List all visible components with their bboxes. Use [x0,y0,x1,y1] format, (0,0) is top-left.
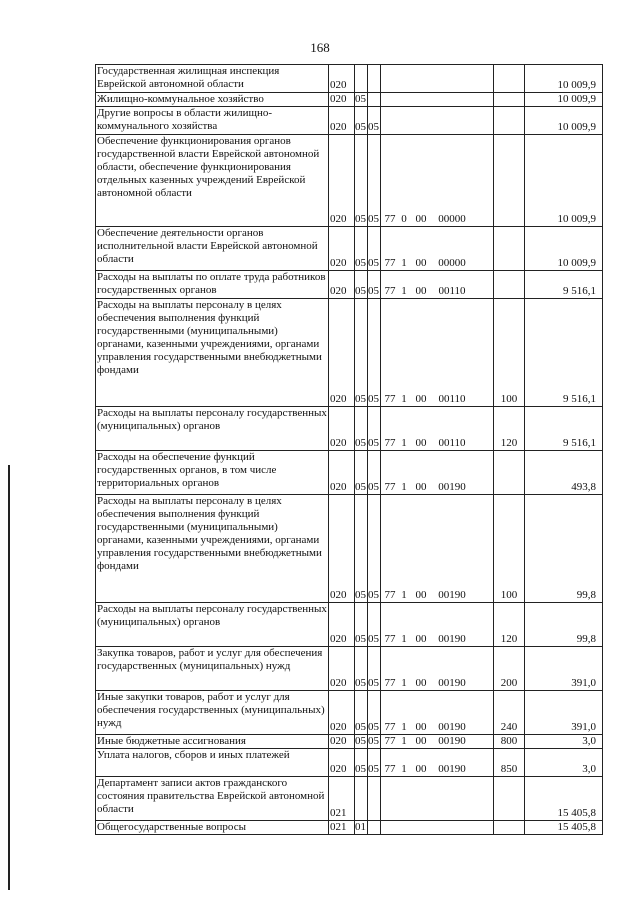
row-pr-cell [368,777,381,821]
row-ved: 020 [330,257,347,269]
row-rz-cell [355,603,368,647]
row-pr-cell [368,107,381,135]
row-csr-part: 00110 [438,393,466,405]
row-sum: 9 516,1 [563,393,596,405]
row-sum: 493,8 [571,481,596,493]
row-name-cell [96,107,329,135]
row-rz-cell [355,271,368,299]
row-ved-cell [329,821,355,835]
row-csr-part: 1 [401,633,407,645]
row-csr-part: 00 [415,763,427,775]
row-name: Обеспечение деятельности органов исполнительной власти Еврейской автономной области [97,227,318,265]
row-csr-cell [381,749,494,777]
row-pr: 05 [368,121,379,133]
row-csr-part: 00190 [438,721,466,733]
row-csr-part: 00190 [438,677,466,689]
row-pr-cell [368,647,381,691]
row-ved-cell [329,603,355,647]
row-csr-part: 1 [401,257,407,269]
table-row [96,495,603,603]
row-csr-cell [381,299,494,407]
row-vr-cell [494,821,525,835]
row-csr-part: 1 [401,393,407,405]
row-vr: 120 [500,633,518,645]
row-csr-part: 00 [415,589,427,601]
table-row [96,271,603,299]
page-number: 168 [310,40,330,55]
row-pr: 05 [368,437,379,449]
row-vr-cell [494,299,525,407]
row-csr-part: 1 [401,677,407,689]
row-csr-cell [381,691,494,735]
row-csr-cell [381,735,494,749]
row-ved: 020 [330,481,347,493]
row-name-cell [96,647,329,691]
row-pr-cell [368,691,381,735]
row-pr-cell [368,271,381,299]
row-sum: 99,8 [576,589,596,601]
row-rz: 05 [355,121,366,133]
row-csr-part: 00 [415,481,427,493]
row-ved: 020 [330,721,347,733]
budget-table-body [96,65,603,835]
row-name: Расходы на выплаты персоналу в целях обеспечения выполнения функций государственными (муниципальными) органами, казенными учреждениями, органами управления государственными внебюджетными фондами [97,495,322,572]
table-row [96,749,603,777]
table-row [96,107,603,135]
row-pr: 05 [368,285,379,297]
row-ved: 020 [330,79,347,91]
table-row [96,407,603,451]
row-pr-cell [368,451,381,495]
row-sum-cell [525,135,603,227]
row-csr-part: 00000 [438,257,466,269]
row-ved: 020 [330,213,347,225]
row-sum-cell [525,647,603,691]
row-csr-part: 00190 [438,633,466,645]
row-name-cell [96,451,329,495]
row-sum: 15 405,8 [557,807,596,819]
row-ved: 020 [330,633,347,645]
row-csr-cell [381,271,494,299]
row-csr-part: 00 [415,437,427,449]
row-ved-cell [329,299,355,407]
row-csr-part: 77 [384,589,396,601]
row-name: Расходы на обеспечение функций государственных органов, в том числе территориальных органов [97,451,277,489]
row-name-cell [96,227,329,271]
row-rz-cell [355,93,368,107]
row-vr: 100 [500,589,518,601]
row-rz: 05 [355,437,366,449]
row-csr-part: 00110 [438,285,466,297]
row-sum-cell [525,65,603,93]
row-sum: 3,0 [582,735,596,747]
row-csr-part: 77 [384,763,396,775]
row-sum-cell [525,93,603,107]
row-pr: 05 [368,393,379,405]
row-rz-cell [355,749,368,777]
row-csr-part: 00190 [438,589,466,601]
row-csr-cell [381,65,494,93]
row-pr: 05 [368,677,379,689]
table-row [96,135,603,227]
row-csr-cell [381,135,494,227]
row-ved-cell [329,227,355,271]
row-name: Государственная жилищная инспекция Еврейской автономной области [97,65,280,90]
row-csr-part: 00190 [438,763,466,775]
table-row [96,735,603,749]
row-name: Закупка товаров, работ и услуг для обеспечения государственных (муниципальных) нужд [97,647,323,672]
row-rz-cell [355,407,368,451]
row-csr-part: 77 [384,735,396,747]
row-rz-cell [355,735,368,749]
row-csr-part: 00 [415,257,427,269]
row-vr: 800 [500,735,518,747]
row-csr-part: 77 [384,393,396,405]
row-pr-cell [368,407,381,451]
row-sum-cell [525,603,603,647]
row-ved: 020 [330,589,347,601]
row-rz: 05 [355,763,366,775]
table-row [96,65,603,93]
row-vr: 200 [500,677,518,689]
table-row [96,821,603,835]
row-ved-cell [329,647,355,691]
row-csr-part: 77 [384,721,396,733]
row-pr-cell [368,93,381,107]
row-pr: 05 [368,633,379,645]
row-name: Общегосударственные вопросы [97,821,246,833]
row-vr-cell [494,691,525,735]
row-sum-cell [525,451,603,495]
row-sum-cell [525,691,603,735]
row-sum-cell [525,735,603,749]
row-name-cell [96,749,329,777]
row-csr-cell [381,451,494,495]
row-csr-cell [381,777,494,821]
row-csr-part: 00 [415,735,427,747]
row-sum: 391,0 [571,677,596,689]
row-name-cell [96,135,329,227]
row-sum: 10 009,9 [557,79,596,91]
row-vr: 100 [500,393,518,405]
table-row [96,227,603,271]
row-ved: 020 [330,763,347,775]
row-sum: 3,0 [582,763,596,775]
row-ved-cell [329,65,355,93]
row-csr-part: 1 [401,437,407,449]
row-name-cell [96,93,329,107]
row-rz-cell [355,777,368,821]
row-rz-cell [355,451,368,495]
row-rz: 05 [355,589,366,601]
row-rz: 05 [355,481,366,493]
row-rz: 05 [355,285,366,297]
row-csr-part: 77 [384,213,396,225]
row-vr-cell [494,451,525,495]
row-csr-cell [381,407,494,451]
row-csr-part: 77 [384,677,396,689]
row-csr-part: 1 [401,721,407,733]
row-ved: 020 [330,677,347,689]
row-csr-part: 00 [415,721,427,733]
row-sum-cell [525,495,603,603]
row-csr-cell [381,647,494,691]
row-csr-part: 1 [401,481,407,493]
row-vr-cell [494,735,525,749]
row-name: Обеспечение функционирования органов государственной власти Еврейской автономной области, обеспечение функционирования отдельных казенных учреждений Еврейской автономной области [97,135,320,199]
row-ved-cell [329,495,355,603]
row-sum: 15 405,8 [557,821,596,833]
row-name: Другие вопросы в области жилищно-коммунального хозяйства [97,107,273,132]
row-sum-cell [525,777,603,821]
row-csr-part: 00 [415,633,427,645]
row-rz: 05 [355,93,366,105]
row-name-cell [96,271,329,299]
row-name: Жилищно-коммунальное хозяйство [97,93,264,105]
row-pr-cell [368,135,381,227]
row-sum: 391,0 [571,721,596,733]
row-ved: 020 [330,121,347,133]
table-row [96,93,603,107]
row-csr-part: 00 [415,213,427,225]
row-csr-part: 77 [384,257,396,269]
row-csr-part: 77 [384,285,396,297]
row-ved-cell [329,93,355,107]
row-csr-part: 77 [384,437,396,449]
row-ved-cell [329,107,355,135]
row-csr-part: 1 [401,285,407,297]
row-csr-part: 00 [415,677,427,689]
row-rz: 05 [355,257,366,269]
row-sum-cell [525,821,603,835]
row-rz: 05 [355,213,366,225]
row-rz-cell [355,299,368,407]
row-vr-cell [494,93,525,107]
row-csr-part: 00190 [438,735,466,747]
row-csr-part: 1 [401,735,407,747]
row-name: Расходы на выплаты персоналу в целях обеспечения выполнения функций государственными (муниципальными) органами, казенными учреждениями, органами управления государственными внебюджетными фондами [97,299,322,376]
row-sum-cell [525,227,603,271]
row-rz: 05 [355,735,366,747]
row-vr-cell [494,495,525,603]
row-csr-part: 00110 [438,437,466,449]
row-vr: 120 [500,437,518,449]
row-name-cell [96,821,329,835]
row-rz: 05 [355,677,366,689]
row-ved: 021 [330,821,347,833]
row-vr-cell [494,777,525,821]
row-sum: 10 009,9 [557,213,596,225]
row-pr-cell [368,603,381,647]
row-rz-cell [355,135,368,227]
row-sum: 9 516,1 [563,285,596,297]
page-margin-line [8,465,10,890]
row-rz-cell [355,691,368,735]
row-ved-cell [329,749,355,777]
row-csr-part: 0 [401,213,407,225]
row-csr-part: 00 [415,285,427,297]
row-csr-part: 77 [384,481,396,493]
row-name: Департамент записи актов гражданского состояния правительства Еврейской автономной области [97,777,325,815]
row-sum: 10 009,9 [557,257,596,269]
row-rz-cell [355,821,368,835]
row-csr-part: 00000 [438,213,466,225]
row-sum-cell [525,749,603,777]
table-row [96,451,603,495]
row-rz-cell [355,647,368,691]
row-pr: 05 [368,481,379,493]
row-csr-cell [381,107,494,135]
row-rz-cell [355,495,368,603]
row-sum-cell [525,407,603,451]
table-row [96,299,603,407]
row-sum: 10 009,9 [557,93,596,105]
row-name-cell [96,777,329,821]
row-name-cell [96,299,329,407]
row-name: Иные закупки товаров, работ и услуг для обеспечения государственных (муниципальных) нужд [97,691,325,729]
row-ved: 020 [330,393,347,405]
row-ved-cell [329,407,355,451]
row-csr-cell [381,227,494,271]
row-csr-cell [381,495,494,603]
row-vr-cell [494,603,525,647]
row-sum-cell [525,107,603,135]
row-csr-cell [381,603,494,647]
row-pr: 05 [368,589,379,601]
row-ved: 020 [330,735,347,747]
row-name: Расходы на выплаты по оплате труда работников государственных органов [97,271,326,296]
row-sum: 10 009,9 [557,121,596,133]
row-ved-cell [329,451,355,495]
row-rz: 05 [355,633,366,645]
table-row [96,603,603,647]
budget-table [95,64,603,835]
row-vr-cell [494,65,525,93]
row-pr-cell [368,495,381,603]
row-vr-cell [494,647,525,691]
row-sum: 99,8 [576,633,596,645]
table-row [96,777,603,821]
row-ved-cell [329,735,355,749]
row-name-cell [96,735,329,749]
row-pr: 05 [368,257,379,269]
row-name-cell [96,407,329,451]
row-csr-part: 00 [415,393,427,405]
row-vr-cell [494,227,525,271]
row-ved-cell [329,777,355,821]
row-rz: 05 [355,721,366,733]
row-ved: 020 [330,93,347,105]
row-ved: 021 [330,807,347,819]
row-name-cell [96,691,329,735]
row-name-cell [96,603,329,647]
row-csr-part: 1 [401,763,407,775]
row-rz-cell [355,107,368,135]
row-pr-cell [368,821,381,835]
row-ved: 020 [330,437,347,449]
row-csr-part: 00190 [438,481,466,493]
row-vr-cell [494,407,525,451]
row-ved: 020 [330,285,347,297]
row-pr-cell [368,227,381,271]
row-pr: 05 [368,763,379,775]
row-name: Расходы на выплаты персоналу государственных (муниципальных) органов [97,603,327,628]
row-rz-cell [355,227,368,271]
row-vr-cell [494,107,525,135]
row-pr-cell [368,735,381,749]
table-row [96,691,603,735]
row-ved-cell [329,135,355,227]
row-pr-cell [368,749,381,777]
row-vr: 850 [500,763,518,775]
row-vr-cell [494,135,525,227]
row-name: Уплата налогов, сборов и иных платежей [97,749,290,761]
row-rz-cell [355,65,368,93]
row-sum-cell [525,271,603,299]
row-name: Расходы на выплаты персоналу государственных (муниципальных) органов [97,407,327,432]
row-name-cell [96,495,329,603]
row-name-cell [96,65,329,93]
row-sum-cell [525,299,603,407]
row-pr-cell [368,299,381,407]
row-pr: 05 [368,721,379,733]
row-pr: 05 [368,735,379,747]
row-pr-cell [368,65,381,93]
row-ved-cell [329,271,355,299]
row-csr-part: 1 [401,589,407,601]
row-pr: 05 [368,213,379,225]
row-vr-cell [494,749,525,777]
row-rz: 01 [355,821,366,833]
row-ved-cell [329,691,355,735]
row-vr-cell [494,271,525,299]
row-csr-cell [381,93,494,107]
row-sum: 9 516,1 [563,437,596,449]
row-vr: 240 [500,721,518,733]
row-csr-part: 77 [384,633,396,645]
row-csr-cell [381,821,494,835]
row-name: Иные бюджетные ассигнования [97,735,246,747]
row-rz: 05 [355,393,366,405]
table-row [96,647,603,691]
